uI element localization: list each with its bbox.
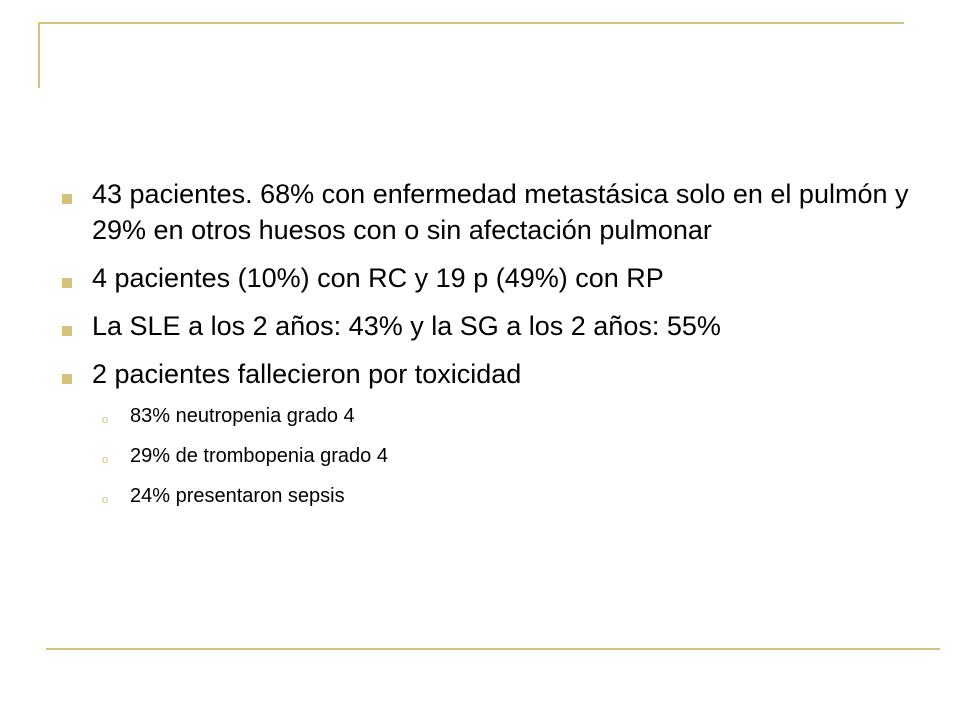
bullet-item — [60, 308, 910, 344]
slide-body — [60, 176, 910, 524]
square-bullet-icon — [62, 374, 72, 384]
circle-bullet-icon: o — [102, 454, 109, 466]
sub-bullet-item — [60, 404, 910, 428]
sub-bullet-item — [60, 444, 910, 468]
square-bullet-icon — [62, 194, 72, 204]
bullet-item — [60, 176, 910, 248]
sub-bullet-list — [60, 404, 910, 508]
sub-bullet-item — [60, 484, 910, 508]
bullet-item — [60, 356, 910, 392]
sub-bullet-text: 24% presentaron sepsis — [130, 485, 345, 507]
sub-bullet-text: 83% neutropenia grado 4 — [130, 405, 355, 427]
left-rule — [38, 22, 40, 88]
bullet-item — [60, 260, 910, 296]
bullet-text: 4 pacientes (10%) con RC y 19 p (49%) con RP — [92, 263, 664, 293]
bullet-text: 2 pacientes fallecieron por toxicidad — [92, 359, 522, 389]
circle-bullet-icon: o — [102, 494, 109, 506]
sub-bullet-text: 29% de trombopenia grado 4 — [130, 445, 388, 467]
top-rule — [40, 22, 904, 24]
bottom-rule — [46, 648, 940, 650]
circle-bullet-icon: o — [102, 414, 109, 426]
square-bullet-icon — [62, 278, 72, 288]
bullet-text: 43 pacientes. 68% con enfermedad metastásica solo en el pulmón y 29% en otros huesos con o sin afectación pulmonar — [92, 179, 909, 245]
bullet-text: La SLE a los 2 años: 43% y la SG a los 2 años: 55% — [92, 311, 721, 341]
square-bullet-icon — [62, 326, 72, 336]
